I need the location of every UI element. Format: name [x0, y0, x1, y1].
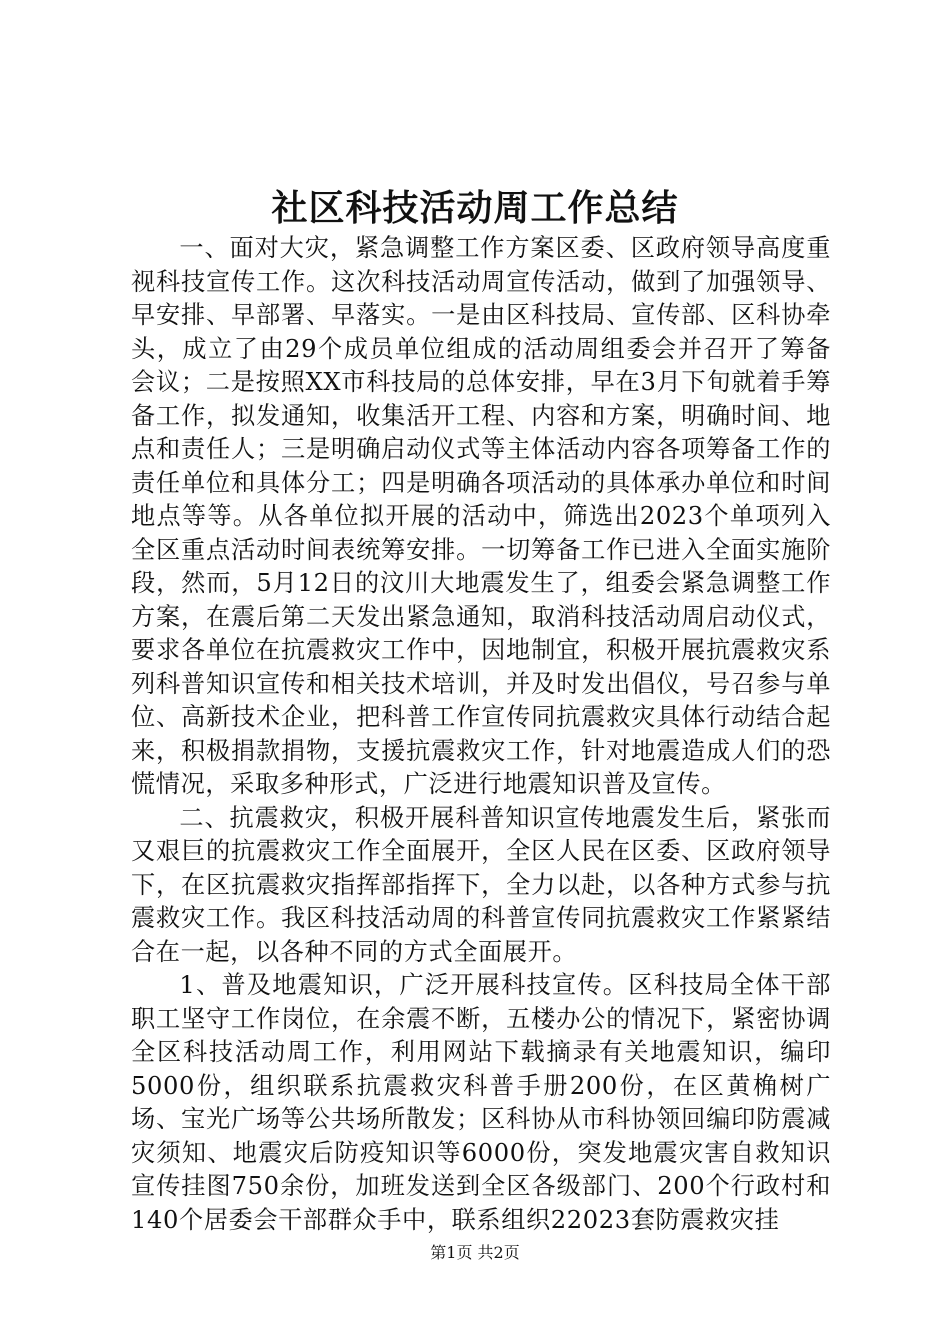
paragraph-1: 一、面对大灾，紧急调整工作方案区委、区政府领导高度重视科技宣传工作。这次科技活动周宣传活动，做到了加强领导、早安排、早部署、早落实。一是由区科技局、宣传部、区科协牵头，成立了由29个成员单位组成的活动周组委会并召开了筹备会议；二是按照XX市科技局的总体安排，早在3月下旬就着手筹备工作，拟发通知，收集活开工程、内容和方案，明确时间、地点和责任人；三是明确启动仪式等主体活动内容各项筹备工作的责任单位和具体分工；四是明确各项活动的具体承办单位和时间地点等等。从各单位拟开展的活动中，筛选出2023个单项列入全区重点活动时间表统筹安排。一切筹备工作已进入全面实施阶段，然而，5月12日的汶川大地震发生了，组委会紧急调整工作方案，在震后第二天发出紧急通知，取消科技活动周启动仪式，要求各单位在抗震救灾工作中，因地制宜，积极开展抗震救灾系列科普知识宣传和相关技术培训，并及时发出倡仪，号召参与单位、高新技术企业，把科普工作宣传同抗震救灾具体行动结合起来，积极捐款捐物，支援抗震救灾工作，针对地震造成人们的恐慌情况，采取多种形式，广泛进行地震知识普及宣传。 — [131, 234, 831, 798]
page-footer: 第1页 共2页 — [430, 1243, 520, 1262]
document-body — [131, 232, 831, 1237]
paragraph-2: 二、抗震救灾，积极开展科普知识宣传地震发生后，紧张而又艰巨的抗震救灾工作全面展开，全区人民在区委、区政府领导下，在区抗震救灾指挥部指挥下，全力以赴，以各种方式参与抗震救灾工作。我区科技活动周的科普宣传同抗震救灾工作紧紧结合在一起，以各种不同的方式全面展开。 — [131, 803, 831, 966]
document-title: 社区科技活动周工作总结 — [271, 187, 679, 229]
paragraph-3: 1、普及地震知识，广泛开展科技宣传。区科技局全体干部职工坚守工作岗位，在余震不断，五楼办公的情况下，紧密协调全区科技活动周工作，利用网站下载摘录有关地震知识，编印5000份，组织联系抗震救灾科普手册200份，在区黄桷树广场、宝光广场等公共场所散发；区科协从市科协领回编印防震减灾须知、地震灾后防疫知识等6000份，突发地震灾害自救知识宣传挂图750余份，加班发送到全区各级部门、200个行政村和140个居委会干部群众手中，联系组织22023套防震救灾挂 — [131, 971, 831, 1234]
